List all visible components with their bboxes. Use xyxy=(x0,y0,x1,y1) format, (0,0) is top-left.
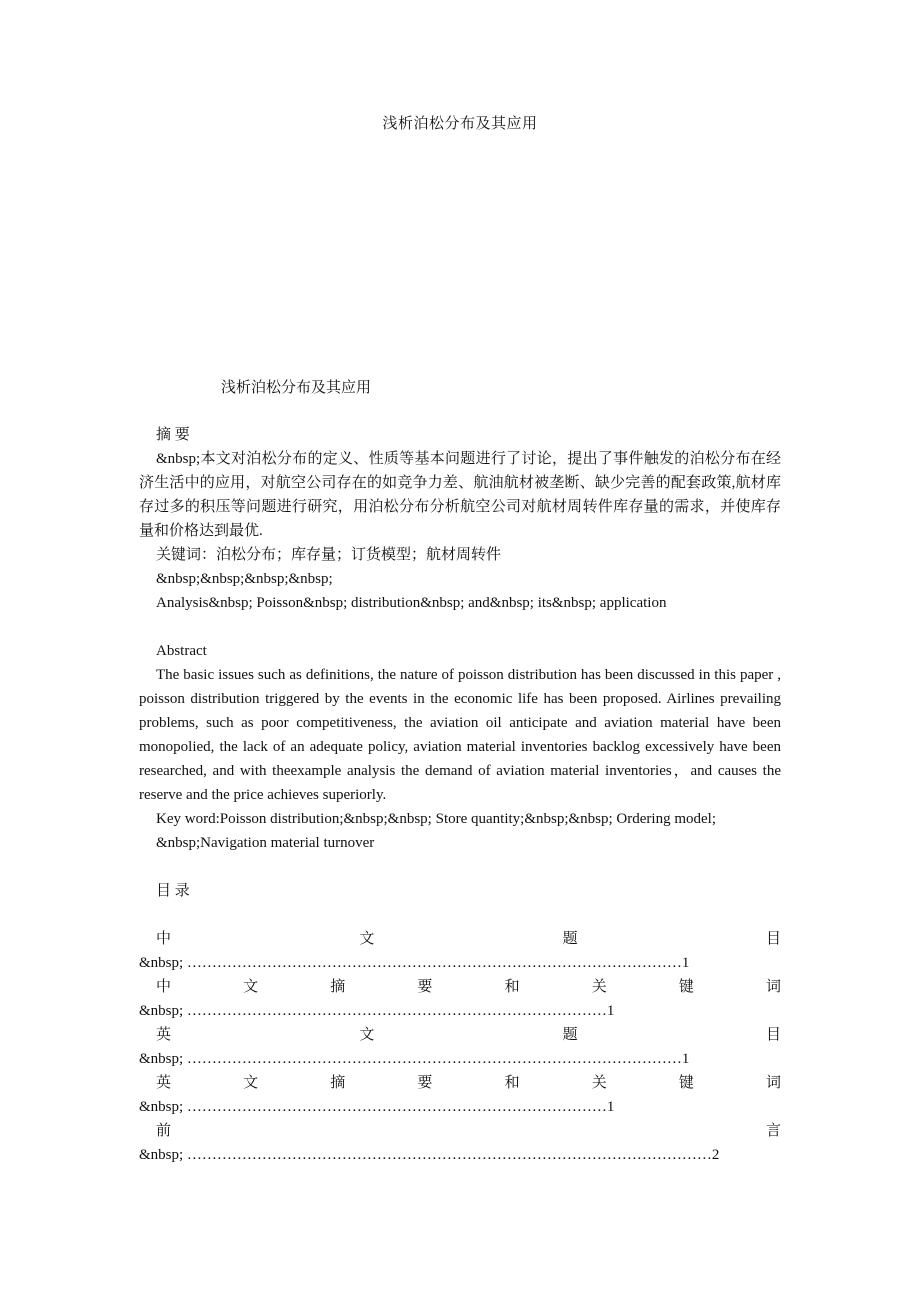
en-title: Analysis&nbsp; Poisson&nbsp; distribution&nbsp; and&nbsp; its&nbsp; application xyxy=(156,595,667,611)
toc-title-char: 词 xyxy=(765,1075,781,1091)
table-of-contents xyxy=(139,927,781,1167)
en-abstract-body: The basic issues such as definitions, the nature of poisson distribution has been discussed in this paper , poisson distribution triggered by the events in the economic life has been proposed. Airlines prevailing problems, such as poor competitiveness, the aviation oil anticipate and aviation material have been monopolied, the lack of an adequate policy, aviation material inventories backlog excessively have been researched, and with theexample analysis the demand of aviation material inventories，and causes the reserve and the price achieves superiorly. xyxy=(139,667,781,803)
toc-title-char: 英 xyxy=(156,1027,172,1043)
en-keywords-line-2: &nbsp;Navigation material turnover xyxy=(156,835,375,851)
toc-title-char: 文 xyxy=(243,979,259,995)
toc-title-char: 前 xyxy=(156,1123,172,1139)
toc-heading: 目 录 xyxy=(156,883,190,899)
toc-entry-leader: &nbsp; ……………………………………………………………………………………………2 xyxy=(139,1147,720,1163)
toc-title-char: 词 xyxy=(765,979,781,995)
paper-subtitle: 浅析泊松分布及其应用 xyxy=(221,380,372,396)
toc-title-char: 中 xyxy=(156,931,172,947)
toc-entry-leader: &nbsp; …………………………………………………………………………1 xyxy=(139,1099,615,1115)
toc-entry-title xyxy=(139,1071,781,1095)
toc-entry-title xyxy=(139,1023,781,1047)
toc-title-char: 键 xyxy=(678,979,694,995)
toc-title-char: 摘 xyxy=(330,1075,346,1091)
toc-title-char: 目 xyxy=(765,931,781,947)
toc-entry[interactable] xyxy=(139,1071,781,1119)
toc-title-char: 题 xyxy=(562,1027,578,1043)
toc-entry[interactable] xyxy=(139,975,781,1023)
document-body xyxy=(139,376,781,1167)
cn-keywords: 关键词：泊松分布；库存量；订货模型；航材周转件 xyxy=(156,547,502,563)
toc-title-char: 中 xyxy=(156,979,172,995)
toc-title-char: 言 xyxy=(765,1123,781,1139)
toc-entry-title xyxy=(139,1119,781,1143)
cn-abstract-heading: 摘 要 xyxy=(156,427,190,443)
toc-title-char: 关 xyxy=(591,1075,607,1091)
toc-title-char: 和 xyxy=(504,1075,520,1091)
toc-title-char: 关 xyxy=(591,979,607,995)
toc-title-char: 英 xyxy=(156,1075,172,1091)
en-abstract-heading: Abstract xyxy=(156,643,207,659)
toc-title-char: 题 xyxy=(562,931,578,947)
toc-title-char: 要 xyxy=(417,979,433,995)
cn-abstract-body: &nbsp;本文对泊松分布的定义、性质等基本问题进行了讨论，提出了事件触发的泊松分布在经济生活中的应用，对航空公司存在的如竞争力差、航油航材被垄断、缺少完善的配套政策,航材库存过多的积压等问题进行研究，用泊松分布分析航空公司对航材周转件库存量的需求，并使库存量和价格达到最优. xyxy=(139,451,781,539)
toc-entry-leader: &nbsp; …………………………………………………………………………1 xyxy=(139,1003,615,1019)
document-title: 浅析泊松分布及其应用 xyxy=(382,116,538,132)
toc-entry-title xyxy=(139,975,781,999)
nbsp-line: &nbsp;&nbsp;&nbsp;&nbsp; xyxy=(156,571,333,587)
en-keywords-line-1: Key word:Poisson distribution;&nbsp;&nbsp; Store quantity;&nbsp;&nbsp; Ordering model; xyxy=(156,811,716,827)
toc-entry-leader: &nbsp; ………………………………………………………………………………………1 xyxy=(139,955,690,971)
toc-title-char: 要 xyxy=(417,1075,433,1091)
toc-title-char: 目 xyxy=(765,1027,781,1043)
toc-entry-leader: &nbsp; ………………………………………………………………………………………1 xyxy=(139,1051,690,1067)
toc-entry[interactable] xyxy=(139,1119,781,1167)
toc-entry[interactable] xyxy=(139,1023,781,1071)
toc-title-char: 键 xyxy=(678,1075,694,1091)
toc-title-char: 摘 xyxy=(330,979,346,995)
toc-title-char: 文 xyxy=(243,1075,259,1091)
toc-entry[interactable] xyxy=(139,927,781,975)
toc-title-char: 文 xyxy=(359,1027,375,1043)
toc-entry-title xyxy=(139,927,781,951)
toc-title-char: 文 xyxy=(359,931,375,947)
toc-title-char: 和 xyxy=(504,979,520,995)
